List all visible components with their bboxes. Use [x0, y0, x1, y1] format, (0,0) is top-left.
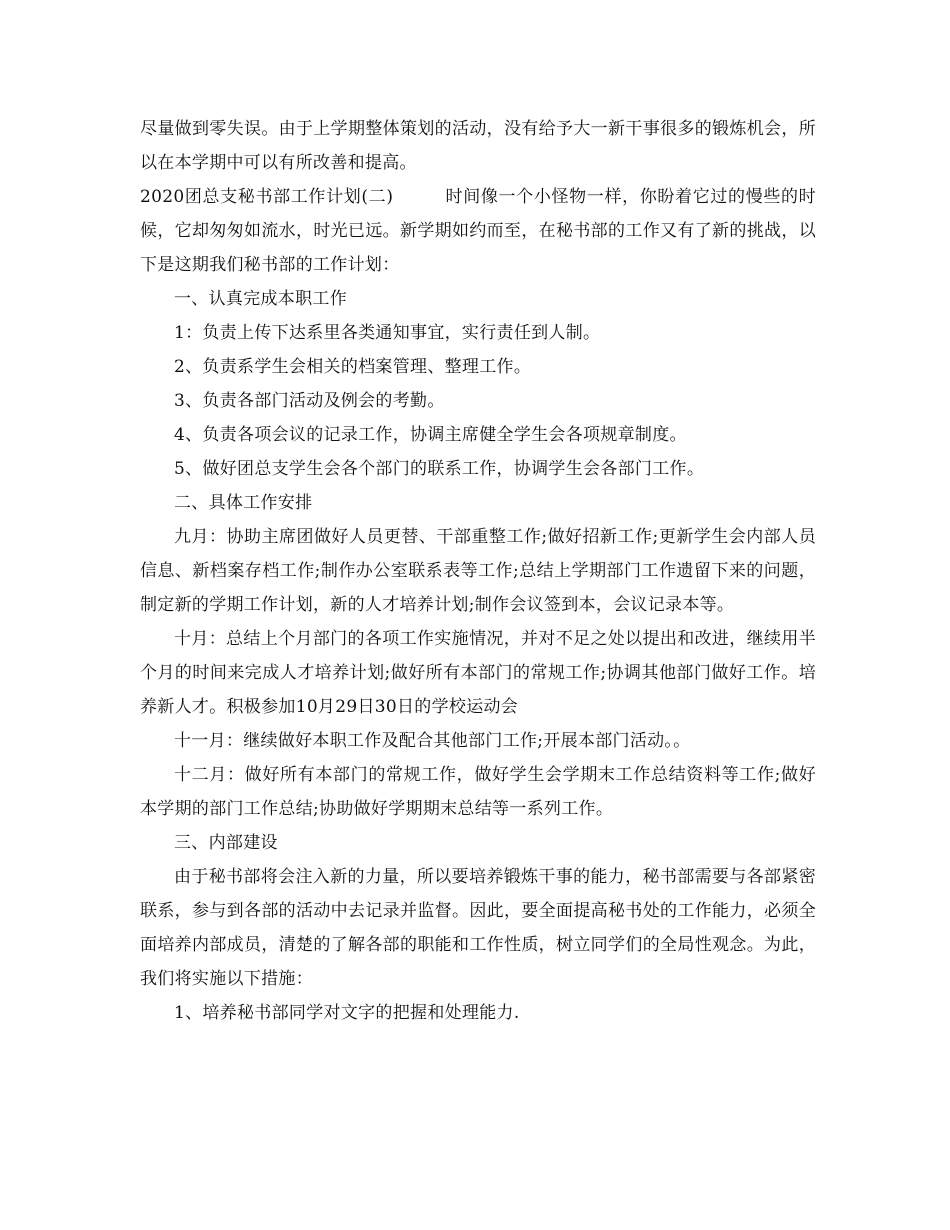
list-item: 1、培养秘书部同学对文字的把握和处理能力. [174, 1003, 520, 1023]
paragraph-intro [140, 180, 816, 282]
section-heading-1: 一、认真完成本职工作 [174, 289, 347, 309]
paragraph-internal: 由于秘书部将会注入新的力量，所以要培养锻炼干事的能力，秘书部需要与各部紧密联系，参与到各部的活动中去记录并监督。因此，要全面提高秘书处的工作能力，必须全面培养内部成员，清楚的了解各部的职能和工作性质，树立同学们的全局性观念。为此，我们将实施以下措施： [140, 867, 816, 989]
paragraph-continuation: 尽量做到零失误。由于上学期整体策划的活动，没有给予大一新干事很多的锻炼机会，所以在本学期中可以有所改善和提高。 [140, 119, 816, 173]
list-item: 1：负责上传下达系里各类通知事宜，实行责任到人制。 [174, 323, 601, 343]
list-item: 2、负责系学生会相关的档案管理、整理工作。 [174, 357, 532, 377]
list-item: 4、负责各项会议的记录工作，协调主席健全学生会各项规章制度。 [174, 425, 687, 445]
document-body [140, 112, 816, 1030]
list-item: 3、负责各部门活动及例会的考勤。 [174, 391, 445, 411]
section-heading-3: 三、内部建设 [174, 833, 278, 853]
paragraph-december: 十二月：做好所有本部门的常规工作，做好学生会学期末工作总结资料等工作;做好本学期的部门工作总结;协助做好学期期末总结等一系列工作。 [140, 765, 816, 819]
paragraph-october: 十月：总结上个月部门的各项工作实施情况，并对不足之处以提出和改进，继续用半个月的时间来完成人才培养计划;做好所有本部门的常规工作;协调其他部门做好工作。培养新人才。积极参加10月29日30日的学校运动会 [140, 629, 816, 717]
document-title: 2020团总支秘书部工作计划(二) [140, 187, 394, 207]
paragraph-september: 九月：协助主席团做好人员更替、干部重整工作;做好招新工作;更新学生会内部人员信息、新档案存档工作;制作办公室联系表等工作;总结上学期部门工作遗留下来的问题，制定新的学期工作计划，新的人才培养计划;制作会议签到本，会议记录本等。 [140, 527, 816, 615]
paragraph-november: 十一月：继续做好本职工作及配合其他部门工作;开展本部门活动。。 [174, 731, 691, 751]
intro-text: 时间像一个小怪物一样，你盼着它过的慢些的时候，它却匆匆如流水，时光已远。新学期如约而至，在秘书部的工作又有了新的挑战，以下是这期我们秘书部的工作计划： [140, 187, 816, 275]
list-item: 5、做好团总支学生会各个部门的联系工作，协调学生会各部门工作。 [174, 459, 705, 479]
section-heading-2: 二、具体工作安排 [174, 493, 313, 513]
